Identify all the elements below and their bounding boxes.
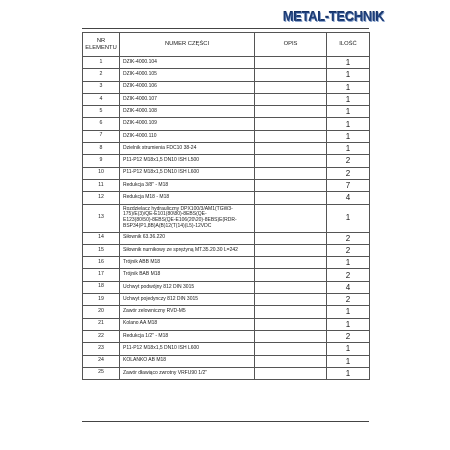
cell-description xyxy=(255,294,327,306)
cell-description xyxy=(255,118,327,130)
cell-nr: 21 xyxy=(83,318,120,330)
cell-quantity: 2 xyxy=(327,155,370,167)
cell-quantity: 4 xyxy=(327,281,370,293)
cell-description xyxy=(255,257,327,269)
cell-description xyxy=(255,232,327,244)
cell-nr: 11 xyxy=(83,179,120,191)
cell-part-number: Redukcja 1/2" - M18 xyxy=(120,330,255,342)
cell-nr: 2 xyxy=(83,69,120,81)
cell-quantity: 1 xyxy=(327,318,370,330)
cell-nr: 9 xyxy=(83,155,120,167)
cell-part-number: Trójnik ABB M18 xyxy=(120,257,255,269)
cell-part-number: DZIK-4000.109 xyxy=(120,118,255,130)
cell-description xyxy=(255,269,327,281)
cell-nr: 16 xyxy=(83,257,120,269)
cell-nr: 15 xyxy=(83,244,120,256)
cell-part-number: DZIK-4000.107 xyxy=(120,93,255,105)
cell-quantity: 1 xyxy=(327,81,370,93)
cell-description xyxy=(255,167,327,179)
cell-part-number: Redukcja 3/8" - M18 xyxy=(120,179,255,191)
cell-part-number: Kolano AA M18 xyxy=(120,318,255,330)
cell-part-number: Zawór dławiąco zwrotny VRFU90 1/2" xyxy=(120,367,255,379)
cell-nr: 10 xyxy=(83,167,120,179)
cell-description xyxy=(255,355,327,367)
cell-quantity: 1 xyxy=(327,106,370,118)
table-row xyxy=(83,306,370,318)
cell-description xyxy=(255,330,327,342)
cell-description xyxy=(255,106,327,118)
cell-description xyxy=(255,93,327,105)
cell-nr: 17 xyxy=(83,269,120,281)
cell-nr: 13 xyxy=(83,204,120,232)
cell-description xyxy=(255,367,327,379)
table-row xyxy=(83,257,370,269)
cell-description xyxy=(255,130,327,142)
cell-quantity: 2 xyxy=(327,294,370,306)
cell-part-number: DZIK-4000.110 xyxy=(120,130,255,142)
table-row xyxy=(83,81,370,93)
cell-part-number: Zawór zelowniczny RVD-M5 xyxy=(120,306,255,318)
cell-nr: 4 xyxy=(83,93,120,105)
cell-nr: 7 xyxy=(83,130,120,142)
cell-nr: 24 xyxy=(83,355,120,367)
cell-part-number: DZIK-4000.105 xyxy=(120,69,255,81)
cell-nr: 20 xyxy=(83,306,120,318)
cell-quantity: 1 xyxy=(327,343,370,355)
cell-description xyxy=(255,318,327,330)
cell-nr: 19 xyxy=(83,294,120,306)
cell-part-number: Siłownik 63.36.220 xyxy=(120,232,255,244)
cell-nr: 12 xyxy=(83,192,120,204)
cell-description xyxy=(255,343,327,355)
cell-nr: 23 xyxy=(83,343,120,355)
table-row xyxy=(83,269,370,281)
cell-nr: 6 xyxy=(83,118,120,130)
table-row xyxy=(83,318,370,330)
cell-part-number: DZIK-4000.106 xyxy=(120,81,255,93)
company-logo xyxy=(283,7,393,25)
cell-description xyxy=(255,204,327,232)
cell-quantity: 1 xyxy=(327,204,370,232)
cell-description xyxy=(255,179,327,191)
cell-quantity: 1 xyxy=(327,143,370,155)
cell-nr: 18 xyxy=(83,281,120,293)
table-row xyxy=(83,118,370,130)
table-row xyxy=(83,355,370,367)
cell-description xyxy=(255,306,327,318)
cell-nr: 22 xyxy=(83,330,120,342)
table-row xyxy=(83,330,370,342)
table-header-row xyxy=(83,33,370,57)
header-rule xyxy=(82,28,369,29)
parts-table xyxy=(82,32,370,380)
cell-part-number: P11-P12 M18x1,5 DN10 ISH L600 xyxy=(120,167,255,179)
cell-part-number: Uchwyt podwójny 812 DIN 3015 xyxy=(120,281,255,293)
cell-quantity: 1 xyxy=(327,257,370,269)
cell-quantity: 2 xyxy=(327,330,370,342)
cell-quantity: 1 xyxy=(327,367,370,379)
cell-quantity: 1 xyxy=(327,57,370,69)
table-row xyxy=(83,244,370,256)
table-row xyxy=(83,106,370,118)
table-row xyxy=(83,69,370,81)
cell-quantity: 4 xyxy=(327,192,370,204)
column-header-desc: OPIS xyxy=(255,33,327,57)
cell-nr: 1 xyxy=(83,57,120,69)
cell-quantity: 2 xyxy=(327,269,370,281)
table-row xyxy=(83,343,370,355)
column-header-nr: NR ELEMENTU xyxy=(83,33,120,57)
cell-description xyxy=(255,281,327,293)
table-row xyxy=(83,130,370,142)
cell-description xyxy=(255,244,327,256)
cell-quantity: 1 xyxy=(327,69,370,81)
cell-nr: 25 xyxy=(83,367,120,379)
cell-quantity: 7 xyxy=(327,179,370,191)
cell-part-number: Redukcja M18 - M18 xyxy=(120,192,255,204)
table-row xyxy=(83,143,370,155)
column-header-qty: ILOŚĆ xyxy=(327,33,370,57)
cell-part-number: Trójnik BAB M18 xyxy=(120,269,255,281)
table-row xyxy=(83,281,370,293)
cell-quantity: 1 xyxy=(327,93,370,105)
cell-description xyxy=(255,57,327,69)
cell-nr: 14 xyxy=(83,232,120,244)
cell-part-number: KOLANKO AB M18 xyxy=(120,355,255,367)
footer-rule xyxy=(82,421,369,422)
logo-text: METAL-TECHNIK xyxy=(283,8,385,24)
cell-description xyxy=(255,143,327,155)
table-row xyxy=(83,179,370,191)
cell-part-number: P11-P12 M18x1,5 DN10 ISH L600 xyxy=(120,343,255,355)
cell-part-number: DZIK-4000.108 xyxy=(120,106,255,118)
cell-nr: 5 xyxy=(83,106,120,118)
table-row xyxy=(83,57,370,69)
table-row xyxy=(83,367,370,379)
column-header-name: NUMER CZĘŚCI xyxy=(120,33,255,57)
cell-part-number: Rozdzielacz hydrauliczny DPX100/3/AM1(TGW3-175)/E(3)/QE-E101(80\80)-8EBS(QE-E123(80\50)-8EBS(QE-E106(20\20)-8EBS)E(RDR-BSP34(P1,8B)A(B)12(T(14)(L5)-12VDC xyxy=(120,204,255,232)
table-row xyxy=(83,232,370,244)
table-row xyxy=(83,155,370,167)
cell-description xyxy=(255,81,327,93)
cell-quantity: 1 xyxy=(327,130,370,142)
table-row xyxy=(83,192,370,204)
cell-quantity: 1 xyxy=(327,355,370,367)
cell-part-number: Uchwyt pojedynczy 812 DIN 3015 xyxy=(120,294,255,306)
cell-part-number: Siłownik nurnikowy ze sprężyną MT.35.20.30 L=242 xyxy=(120,244,255,256)
table-row xyxy=(83,167,370,179)
cell-quantity: 2 xyxy=(327,167,370,179)
table-row xyxy=(83,204,370,232)
cell-description xyxy=(255,155,327,167)
cell-nr: 3 xyxy=(83,81,120,93)
cell-nr: 8 xyxy=(83,143,120,155)
cell-quantity: 2 xyxy=(327,244,370,256)
cell-part-number: DZIK-4000.104 xyxy=(120,57,255,69)
cell-quantity: 1 xyxy=(327,118,370,130)
cell-quantity: 1 xyxy=(327,306,370,318)
cell-quantity: 2 xyxy=(327,232,370,244)
cell-part-number: Dzielnik strumienia FDC10 38-24 xyxy=(120,143,255,155)
cell-part-number: P11-P12 M18x1,5 DN10 ISH L500 xyxy=(120,155,255,167)
table-row xyxy=(83,294,370,306)
table-row xyxy=(83,93,370,105)
cell-description xyxy=(255,69,327,81)
cell-description xyxy=(255,192,327,204)
